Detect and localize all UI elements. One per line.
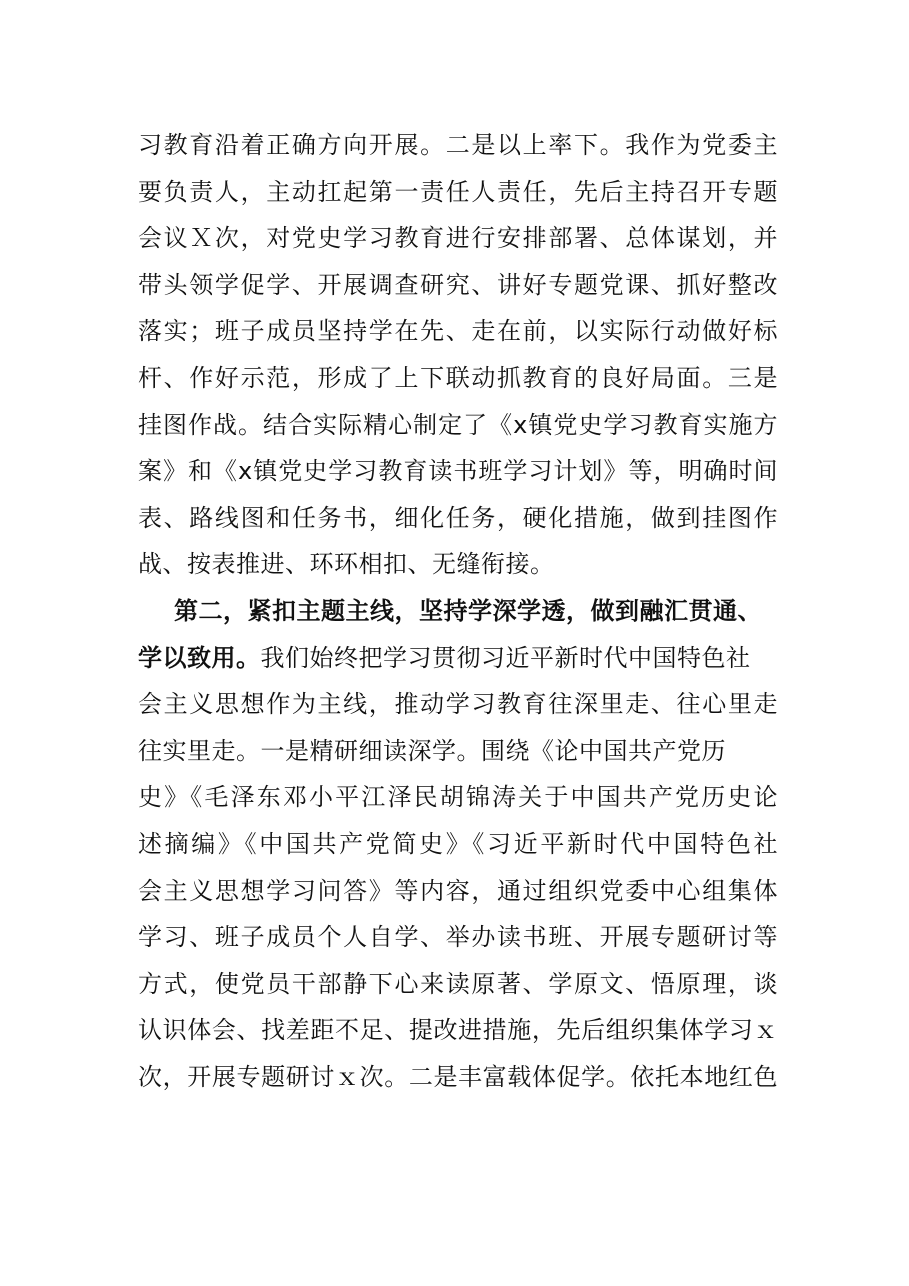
text-line: 习教育沿着正确方向开展。二是以上率下。我作为党委主 — [138, 131, 778, 159]
text-line: 杆、作好示范，形成了上下联动抓教育的良好局面。三是 — [138, 363, 778, 392]
text-line: 学习、班子成员个人自学、举办读书班、开展专题研讨等 — [138, 923, 778, 952]
section-heading-end: 学以致用。 — [138, 643, 261, 672]
text-line: 认识体会、找差距不足、提改进措施，先后组织集体学习ｘ — [138, 1016, 778, 1045]
text-line: 往实里走。一是精研细读深学。围绕《论中国共产党历 — [138, 736, 726, 765]
text-line: 战、按表推进、环环相扣、无缝衔接。 — [138, 550, 555, 579]
text-line: 表、路线图和任务书，细化任务，硬化措施，做到挂图作 — [138, 503, 778, 532]
text-line: 挂图作战。结合实际精心制定了《x镇党史学习教育实施方 — [138, 410, 778, 439]
text-line: 方式，使党员干部静下心来读原著、学原文、悟原理，谈 — [138, 969, 778, 998]
text-line: 史》《毛泽东邓小平江泽民胡锦涛关于中国共产党历史论 — [138, 783, 778, 812]
section-heading-line2 — [138, 635, 778, 682]
body-text — [138, 122, 778, 1100]
text-line: 会主义思想作为主线，推动学习教育往深里走、往心里走 — [138, 690, 778, 719]
text-line: 会主义思想学习问答》等内容，通过组织党委中心组集体 — [138, 876, 778, 905]
text-line: 案》和《x镇党史学习教育读书班学习计划》等，明确时间 — [138, 457, 778, 486]
text-line: 要负责人，主动扛起第一责任人责任，先后主持召开专题 — [138, 177, 778, 206]
text-line: 次，开展专题研讨ｘ次。二是丰富载体促学。依托本地红色 — [138, 1062, 778, 1091]
text-line: 会议Ｘ次，对党史学习教育进行安排部署、总体谋划，并 — [138, 224, 778, 253]
text-line: 落实；班子成员坚持学在先、走在前，以实际行动做好标 — [138, 317, 778, 346]
section-heading-line1: 第二，紧扣主题主线，坚持学深学透，做到融汇贯通、 — [174, 596, 762, 625]
paragraph-start: 我们始终把学习贯彻习近平新时代中国特色社 — [260, 643, 751, 672]
text-line: 带头领学促学、开展调查研究、讲好专题党课、抓好整改 — [138, 270, 778, 299]
text-line: 述摘编》《中国共产党简史》《习近平新时代中国特色社 — [138, 829, 778, 858]
